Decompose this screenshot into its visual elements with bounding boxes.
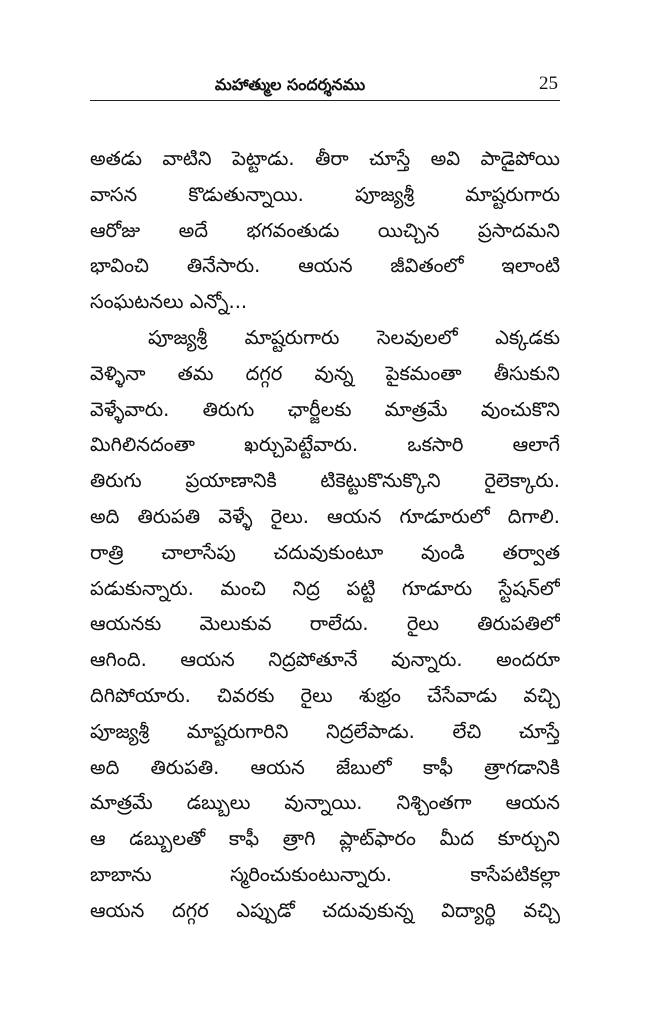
running-title: మహాత్ముల సందర్శనము — [214, 75, 366, 94]
text-line: అతడు వాటిని పెట్టాడు. తీరా చూస్తే అవి పాడైపోయి — [90, 147, 560, 170]
text-line: ఆ డబ్బులతో కాఫీ త్రాగి ప్లాట్‌ఫారం మీద కూర్చుని — [90, 827, 560, 851]
text-line: భావించి తినేసారు. ఆయన జీవితంలో ఇలాంటి — [90, 254, 560, 278]
page-number: 25 — [539, 73, 558, 94]
text-line: పూజ్యశ్రీ మాష్టరుగారిని నిద్రలేపాడు. లేచి చూస్తే — [90, 719, 560, 743]
text-line: మిగిలినదంతా ఖర్చుపెట్టేవారు. ఒకసారి ఆలాగే — [90, 433, 560, 457]
text-line: వెళ్ళేవారు. తిరుగు ఛార్జీలకు మాత్రమే వుంచుకొని — [90, 397, 560, 421]
text-line: ఆయన దగ్గర ఎప్పుడో చదువుకున్న విద్యార్థి వచ్చి — [90, 898, 560, 922]
page-header — [90, 72, 560, 101]
text-line: బాబాను స్మరించుకుంటున్నారు. కాసేపటికల్లా — [90, 862, 560, 886]
text-line: వాసన కొడుతున్నాయి. పూజ్యశ్రీ మాష్టరుగారు — [90, 182, 560, 206]
body-text — [90, 141, 560, 929]
text-line: వెళ్ళినా తమ దగ్గర వున్న పైకమంతా తీసుకుని — [90, 361, 560, 385]
text-line: సంఘటనలు ఎన్నో... — [90, 290, 248, 314]
text-line: పడుకున్నారు. మంచి నిద్ర పట్టి గూడూరు స్టేషన్‌లో — [90, 576, 560, 600]
text-line: ఆయనకు మెలుకువ రాలేదు. రైలు తిరుపతిలో — [90, 612, 560, 636]
text-line: రాత్రి చాలాసేపు చదువుకుంటూ వుండి తర్వాత — [90, 540, 560, 564]
text-line: తిరుగు ప్రయాణానికి టికెట్టుకొనుక్కొని రైలెక్కారు. — [90, 469, 560, 493]
text-line: మాత్రమే డబ్బులు వున్నాయి. నిశ్చింతగా ఆయన — [90, 791, 560, 815]
text-line: దిగిపోయారు. చివరకు రైలు శుభ్రం చేసేవాడు వచ్చి — [90, 683, 560, 707]
text-line: పూజ్యశ్రీ మాష్టరుగారు సెలవులలో ఎక్కడకు — [148, 325, 560, 349]
text-line: ఆరోజు అదే భగవంతుడు యిచ్చిన ప్రసాదమని — [90, 218, 560, 242]
text-line: ఆగింది. ఆయన నిద్రపోతూనే వున్నారు. అందరూ — [90, 648, 560, 672]
text-line: అది తిరుపతి. ఆయన జేబులో కాఫీ త్రాగడానికి — [90, 755, 560, 779]
text-line: అది తిరుపతి వెళ్ళే రైలు. ఆయన గూడూరులో దిగాలి. — [90, 504, 560, 528]
